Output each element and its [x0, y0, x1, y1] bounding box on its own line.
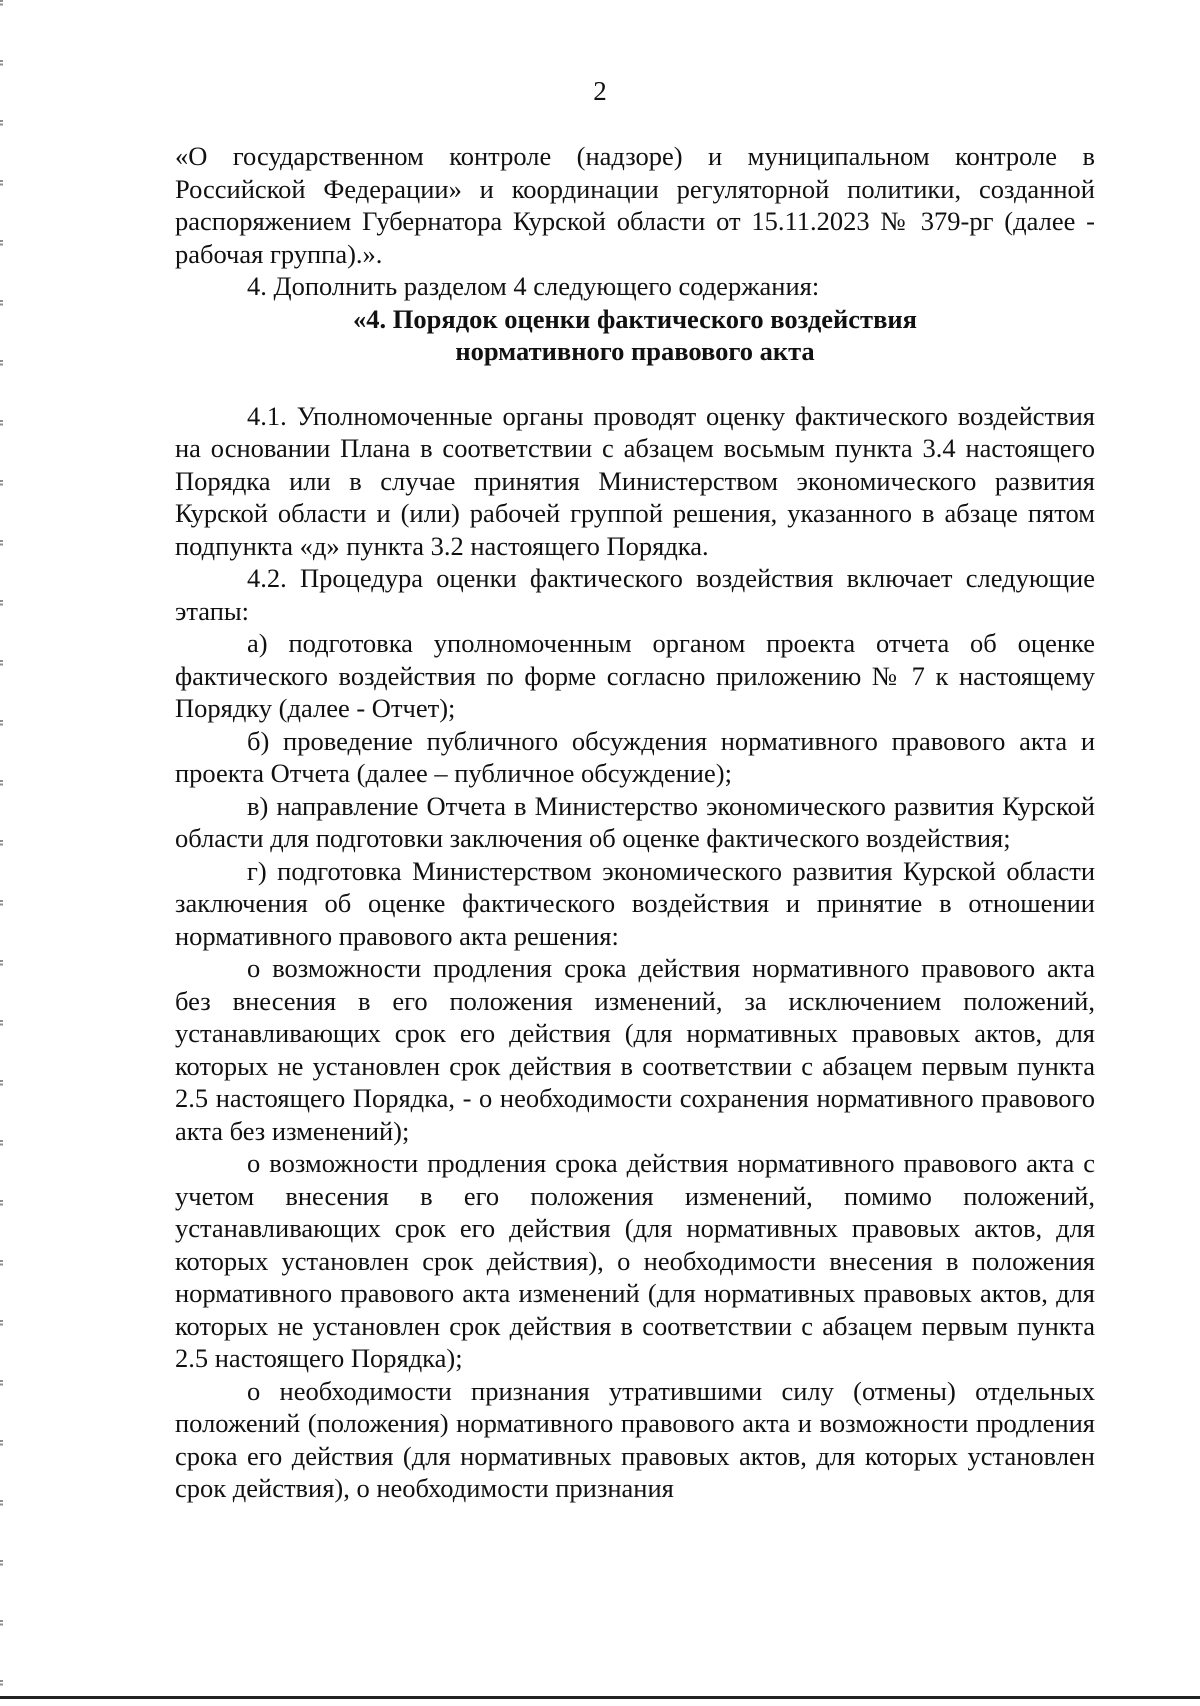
paragraph-item-v: в) направление Отчета в Министерство экономического развития Курской области для подготовки заключения об оценке фактического воздействия; [175, 790, 1095, 853]
paragraph-item-b: б) проведение публичного обсуждения нормативного правового акта и проекта Отчета (далее – публичное обсуждение); [175, 725, 1095, 788]
paragraph-4-1: 4.1. Уполномоченные органы проводят оценку фактического воздействия на основании Плана в соответствии с абзацем восьмым пункта 3.4 настоящего Порядка или в случае принятия Министерством экономического развития Курской области и (или) рабочей группой решения, указанного в абзаце пятом подпункта «д» пункта 3.2 настоящего Порядка. [175, 400, 1095, 561]
paragraph-decision-1: о возможности продления срока действия нормативного правового акта без внесения в его положения изменений, за исключением положений, устанавливающих срок его действия (для нормативных правовых актов, для которых не установлен срок действия в соответствии с абзацем первым пункта 2.5 настоящего Порядка, - о необходимости сохранения нормативного правового акта без изменений); [175, 953, 1095, 1146]
paragraph-item-g: г) подготовка Министерством экономического развития Курской области заключения об оценке фактического воздействия и принятие в отношении нормативного правового акта решения: [175, 855, 1095, 951]
paragraph-4-2: 4.2. Процедура оценки фактического воздействия включает следующие этапы: [175, 563, 1095, 626]
scan-left-edge [0, 0, 3, 1706]
document-body [175, 140, 1095, 1505]
heading-spacer [175, 368, 1095, 400]
scan-bottom-edge [0, 1696, 1200, 1699]
section-heading-line-2: нормативного правового акта [455, 336, 815, 366]
paragraph-item-a: а) подготовка уполномоченным органом проекта отчета об оценке фактического воздействия по форме согласно приложению № 7 к настоящему Порядку (далее - Отчет); [175, 628, 1095, 723]
paragraph-decision-3: о необходимости признания утратившими силу (отмены) отдельных положений (положения) нормативного правового акта и возможности продления срока его действия (для нормативных правовых актов, для которых установлен срок действия), о необходимости признания [175, 1375, 1095, 1503]
section-heading-line-1: «4. Порядок оценки фактического воздействия [353, 303, 917, 334]
paragraph-decision-2: о возможности продления срока действия нормативного правового акта с учетом внесения в его положения изменений, помимо положений, устанавливающих срок его действия (для нормативных правовых актов, для которых установлен срок действия), о необходимости внесения в положения нормативного правового акта изменений (для нормативных правовых актов, для которых не установлен срок действия в соответствии с абзацем первым пункта 2.5 настоящего Порядка); [175, 1148, 1095, 1373]
paragraph-item-4: 4. Дополнить разделом 4 следующего содержания: [247, 271, 820, 301]
page-number: 2 [593, 76, 607, 106]
paragraph-continuation: «О государственном контроле (надзоре) и муниципальном контроле в Российской Федерации» и координации регуляторной политики, созданной распоряжением Губернатора Курской области от 15.11.2023 № 379-рг (далее - рабочая группа).». [175, 141, 1095, 269]
